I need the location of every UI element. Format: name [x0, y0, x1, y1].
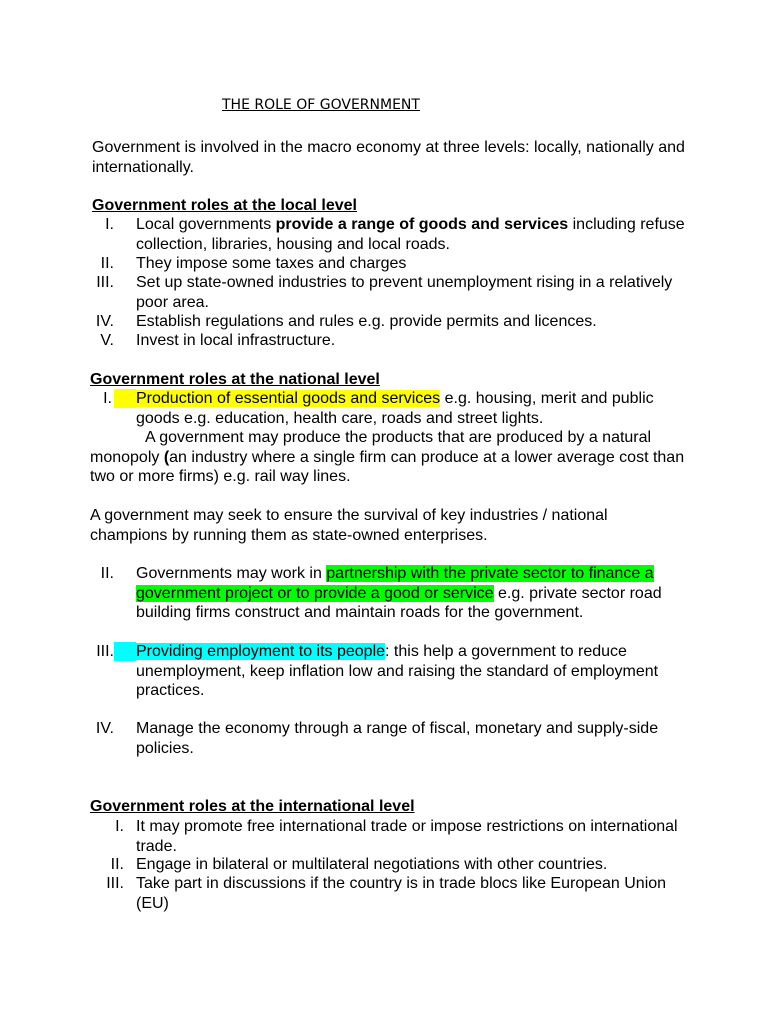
- international-heading: Government roles at the international level: [90, 798, 415, 815]
- list-number: IV.: [95, 720, 114, 737]
- list-text: Invest in local infrastructure.: [136, 332, 336, 349]
- highlight-marker: [114, 642, 136, 661]
- list-text: Local governments provide a range of goods and services including refuse collection, libraries, housing and local roads.: [136, 216, 685, 253]
- page-title: THE ROLE OF GOVERNMENT: [222, 97, 420, 113]
- list-text: Production of essential goods and services e.g. housing, merit and public goods e.g. education, health care, roads and street lights.: [136, 390, 654, 427]
- intro-paragraph: Government is involved in the macro economy at three levels: locally, nationally and internationally.: [92, 139, 685, 176]
- list-text: It may promote free international trade or impose restrictions on international trade.: [136, 818, 678, 855]
- national-heading: Government roles at the national level: [90, 371, 380, 388]
- list-text: They impose some taxes and charges: [136, 255, 407, 272]
- list-number: III.: [96, 643, 114, 660]
- list-number: I.: [103, 390, 112, 407]
- monopoly-paragraph: A government may produce the products that are produced by a natural monopoly (an industry where a single firm can produce at a lower average cost than two or more firms) e.g. rail way lines.: [90, 429, 685, 485]
- local-heading: Government roles at the local level: [92, 197, 357, 214]
- survival-paragraph: A government may seek to ensure the survival of key industries / national champions by running them as state-owned enterprises.: [90, 507, 608, 544]
- list-number: II.: [100, 565, 114, 582]
- list-number: IV.: [95, 313, 114, 330]
- highlight-marker: [114, 389, 136, 408]
- list-text: Set up state-owned industries to prevent unemployment rising in a relatively poor area.: [136, 274, 673, 311]
- list-text: Manage the economy through a range of fiscal, monetary and supply-side policies.: [136, 720, 659, 757]
- list-number: II.: [110, 856, 124, 873]
- list-number: I.: [105, 216, 114, 233]
- list-text: Establish regulations and rules e.g. provide permits and licences.: [136, 313, 597, 330]
- list-number: III.: [106, 875, 124, 892]
- list-text: Take part in discussions if the country is in trade blocs like European Union (EU): [136, 875, 667, 912]
- list-text: Engage in bilateral or multilateral negotiations with other countries.: [136, 856, 608, 873]
- list-text: Governments may work in partnership with the private sector to finance a government project or to provide a good or service e.g. private sector road building firms construct and maintain roads for the government.: [136, 565, 662, 621]
- list-number: V.: [100, 332, 114, 349]
- list-number: I.: [115, 818, 124, 835]
- list-text: Providing employment to its people: this help a government to reduce unemployment, keep inflation low and raising the standard of employment practices.: [136, 643, 659, 699]
- list-number: III.: [96, 274, 114, 291]
- list-number: II.: [100, 255, 114, 272]
